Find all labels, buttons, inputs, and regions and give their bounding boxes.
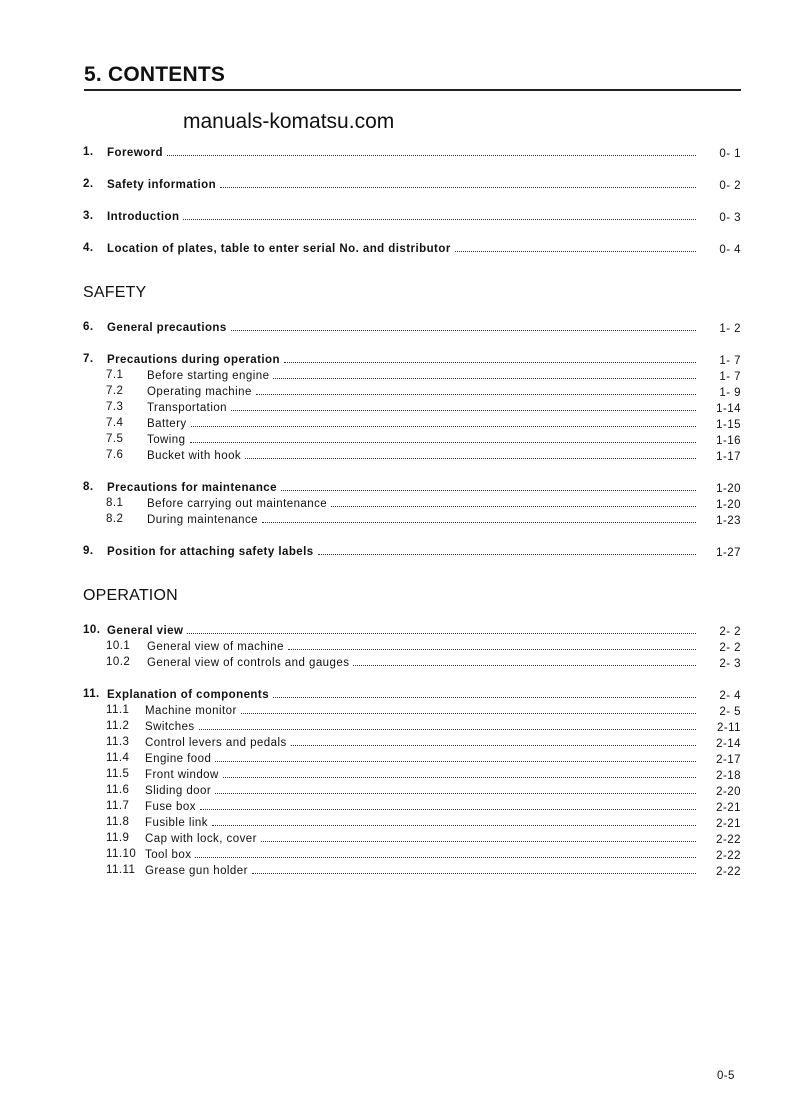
entry-title: General view xyxy=(107,625,184,637)
entry-number: 11.5 xyxy=(106,768,130,780)
leader-dots xyxy=(215,750,696,762)
leader-dots xyxy=(353,654,696,666)
entry-title: Front window xyxy=(145,769,219,781)
entry-page: 2-14 xyxy=(716,738,741,750)
toc-subentry[interactable] xyxy=(83,718,741,734)
entry-title: Bucket with hook xyxy=(147,450,242,462)
leader-dots xyxy=(331,495,696,507)
entry-title: Before starting engine xyxy=(147,370,270,382)
leader-dots xyxy=(455,240,696,252)
page-title: 5. CONTENTS xyxy=(84,63,226,86)
leader-dots xyxy=(190,431,697,443)
toc-subentry[interactable] xyxy=(83,495,741,511)
entry-page: 2-22 xyxy=(716,866,741,878)
title-underline xyxy=(84,89,741,91)
toc-subentry[interactable] xyxy=(83,415,741,431)
entry-number: 11.1 xyxy=(106,704,130,716)
toc-subentry[interactable] xyxy=(83,846,741,862)
leader-dots xyxy=(291,734,696,746)
entry-title: Switches xyxy=(145,721,195,733)
leader-dots xyxy=(212,814,696,826)
entry-title: Before carrying out maintenance xyxy=(147,498,328,510)
entry-number: 11.3 xyxy=(106,736,130,748)
entry-number: 8.2 xyxy=(106,513,124,525)
toc-subentry[interactable] xyxy=(83,750,741,766)
entry-title: Sliding door xyxy=(145,785,212,797)
toc-subentry[interactable] xyxy=(83,782,741,798)
entry-title: Battery xyxy=(147,418,187,430)
entry-title: Fusible link xyxy=(145,817,208,829)
entry-number: 11.2 xyxy=(106,720,130,732)
leader-dots xyxy=(273,686,696,698)
entry-number: 3. xyxy=(83,210,94,222)
entry-page: 2-11 xyxy=(717,722,741,734)
toc-subentry[interactable] xyxy=(83,654,741,670)
entry-number: 7.2 xyxy=(106,385,124,397)
entry-title: Towing xyxy=(147,434,186,446)
entry-page: 1-15 xyxy=(716,419,741,431)
leader-dots xyxy=(241,702,696,714)
entry-number: 7.5 xyxy=(106,433,124,445)
entry-number: 11. xyxy=(83,688,100,700)
leader-dots xyxy=(262,511,696,523)
section-title-operation: OPERATION xyxy=(83,587,178,604)
leader-dots xyxy=(318,543,696,555)
entry-title: General view of machine xyxy=(147,641,284,653)
entry-title: Machine monitor xyxy=(145,705,237,717)
leader-dots xyxy=(220,176,696,188)
entry-title: Safety information xyxy=(107,179,217,191)
entry-title: Grease gun holder xyxy=(145,865,248,877)
toc-entry[interactable] xyxy=(83,686,741,702)
entry-title: Explanation of components xyxy=(107,689,270,701)
entry-page: 1- 7 xyxy=(719,371,741,383)
toc-subentry[interactable] xyxy=(83,862,741,878)
entry-page: 2-20 xyxy=(716,786,741,798)
leader-dots xyxy=(281,479,696,491)
entry-page: 0- 2 xyxy=(719,180,741,192)
entry-title: Position for attaching safety labels xyxy=(107,546,314,558)
entry-title: Tool box xyxy=(145,849,192,861)
entry-page: 0- 4 xyxy=(719,244,741,256)
toc-subentry[interactable] xyxy=(83,702,741,718)
entry-title: Cap with lock, cover xyxy=(145,833,257,845)
entry-number: 11.8 xyxy=(106,816,130,828)
entry-page: 1- 7 xyxy=(719,355,741,367)
toc-entry[interactable] xyxy=(83,479,741,495)
entry-page: 2- 2 xyxy=(719,642,741,654)
entry-number: 10.1 xyxy=(106,640,131,652)
toc-subentry[interactable] xyxy=(83,766,741,782)
entry-number: 10. xyxy=(83,624,101,636)
entry-number: 7. xyxy=(83,353,94,365)
entry-title: Control levers and pedals xyxy=(145,737,287,749)
toc-entry[interactable] xyxy=(83,351,741,367)
leader-dots xyxy=(167,144,696,156)
leader-dots xyxy=(183,208,696,220)
entry-page: 0- 1 xyxy=(719,148,741,160)
entry-page: 2-18 xyxy=(716,770,741,782)
toc-subentry[interactable] xyxy=(83,367,741,383)
entry-page: 2- 2 xyxy=(719,626,741,638)
entry-page: 1-14 xyxy=(716,403,741,415)
leader-dots xyxy=(231,399,696,411)
leader-dots xyxy=(256,383,696,395)
toc-entry[interactable] xyxy=(83,543,741,559)
entry-title: Precautions during operation xyxy=(107,354,280,366)
entry-title: Introduction xyxy=(107,211,180,223)
toc-subentry[interactable] xyxy=(83,638,741,654)
entry-number: 4. xyxy=(83,242,94,254)
toc-entry[interactable] xyxy=(83,208,741,224)
section-title-safety: SAFETY xyxy=(83,284,147,301)
entry-title: Foreword xyxy=(107,147,163,159)
entry-page: 2-22 xyxy=(716,834,741,846)
leader-dots xyxy=(187,622,696,634)
entry-number: 1. xyxy=(83,146,94,158)
entry-number: 11.9 xyxy=(106,832,130,844)
entry-number: 8. xyxy=(83,481,94,493)
toc-subentry[interactable] xyxy=(83,830,741,846)
entry-number: 11.4 xyxy=(106,752,130,764)
entry-number: 8.1 xyxy=(106,497,124,509)
leader-dots xyxy=(215,782,696,794)
entry-page: 0- 3 xyxy=(719,212,741,224)
leader-dots xyxy=(191,415,696,427)
page-number: 0-5 xyxy=(717,1070,735,1082)
toc-subentry[interactable] xyxy=(83,798,741,814)
entry-number: 11.7 xyxy=(106,800,130,812)
entry-page: 1-16 xyxy=(716,435,741,447)
toc-entry[interactable] xyxy=(83,240,741,256)
entry-title: Engine food xyxy=(145,753,212,765)
entry-number: 11.6 xyxy=(106,784,130,796)
leader-dots xyxy=(273,367,696,379)
entry-page: 2- 5 xyxy=(719,706,741,718)
entry-page: 1- 9 xyxy=(719,387,741,399)
toc-subentry[interactable] xyxy=(83,383,741,399)
entry-page: 2-22 xyxy=(716,850,741,862)
toc-subentry[interactable] xyxy=(83,431,741,447)
toc-entry[interactable] xyxy=(83,622,741,638)
entry-title: During maintenance xyxy=(147,514,259,526)
entry-page: 1-27 xyxy=(716,547,741,559)
entry-title: Operating machine xyxy=(147,386,252,398)
leader-dots xyxy=(261,830,696,842)
leader-dots xyxy=(195,846,696,858)
toc-entry[interactable] xyxy=(83,144,741,160)
entry-number: 10.2 xyxy=(106,656,131,668)
entry-number: 11.11 xyxy=(106,864,136,876)
leader-dots xyxy=(223,766,696,778)
entry-page: 2-17 xyxy=(716,754,741,766)
toc-subentry[interactable] xyxy=(83,734,741,750)
entry-page: 2- 4 xyxy=(719,690,741,702)
entry-title: Fuse box xyxy=(145,801,196,813)
entry-page: 2-21 xyxy=(716,802,741,814)
entry-page: 2- 3 xyxy=(719,658,741,670)
entry-page: 1- 2 xyxy=(719,323,741,335)
entry-page: 1-17 xyxy=(716,451,741,463)
entry-page: 1-20 xyxy=(716,483,741,495)
leader-dots xyxy=(252,862,696,874)
watermark-text: manuals-komatsu.com xyxy=(183,110,395,133)
entry-number: 2. xyxy=(83,178,94,190)
entry-page: 1-20 xyxy=(716,499,741,511)
toc-subentry[interactable] xyxy=(83,447,741,463)
entry-number: 7.6 xyxy=(106,449,124,461)
entry-title: Precautions for maintenance xyxy=(107,482,277,494)
toc-entry[interactable] xyxy=(83,176,741,192)
leader-dots xyxy=(288,638,696,650)
entry-number: 7.4 xyxy=(106,417,124,429)
entry-title: General precautions xyxy=(107,322,227,334)
leader-dots xyxy=(231,319,696,331)
entry-number: 11.10 xyxy=(106,848,137,860)
toc-subentry[interactable] xyxy=(83,399,741,415)
entry-title: General view of controls and gauges xyxy=(147,657,350,669)
toc-subentry[interactable] xyxy=(83,511,741,527)
toc-subentry[interactable] xyxy=(83,814,741,830)
entry-number: 6. xyxy=(83,321,94,333)
entry-page: 2-21 xyxy=(716,818,741,830)
leader-dots xyxy=(200,798,696,810)
entry-page: 1-23 xyxy=(716,515,741,527)
toc-entry[interactable] xyxy=(83,319,741,335)
leader-dots xyxy=(284,351,696,363)
leader-dots xyxy=(199,718,696,730)
entry-title: Transportation xyxy=(147,402,228,414)
entry-number: 7.1 xyxy=(106,369,124,381)
entry-title: Location of plates, table to enter serial No. and distributor xyxy=(107,243,451,255)
entry-number: 7.3 xyxy=(106,401,124,413)
entry-number: 9. xyxy=(83,545,94,557)
leader-dots xyxy=(245,447,696,459)
